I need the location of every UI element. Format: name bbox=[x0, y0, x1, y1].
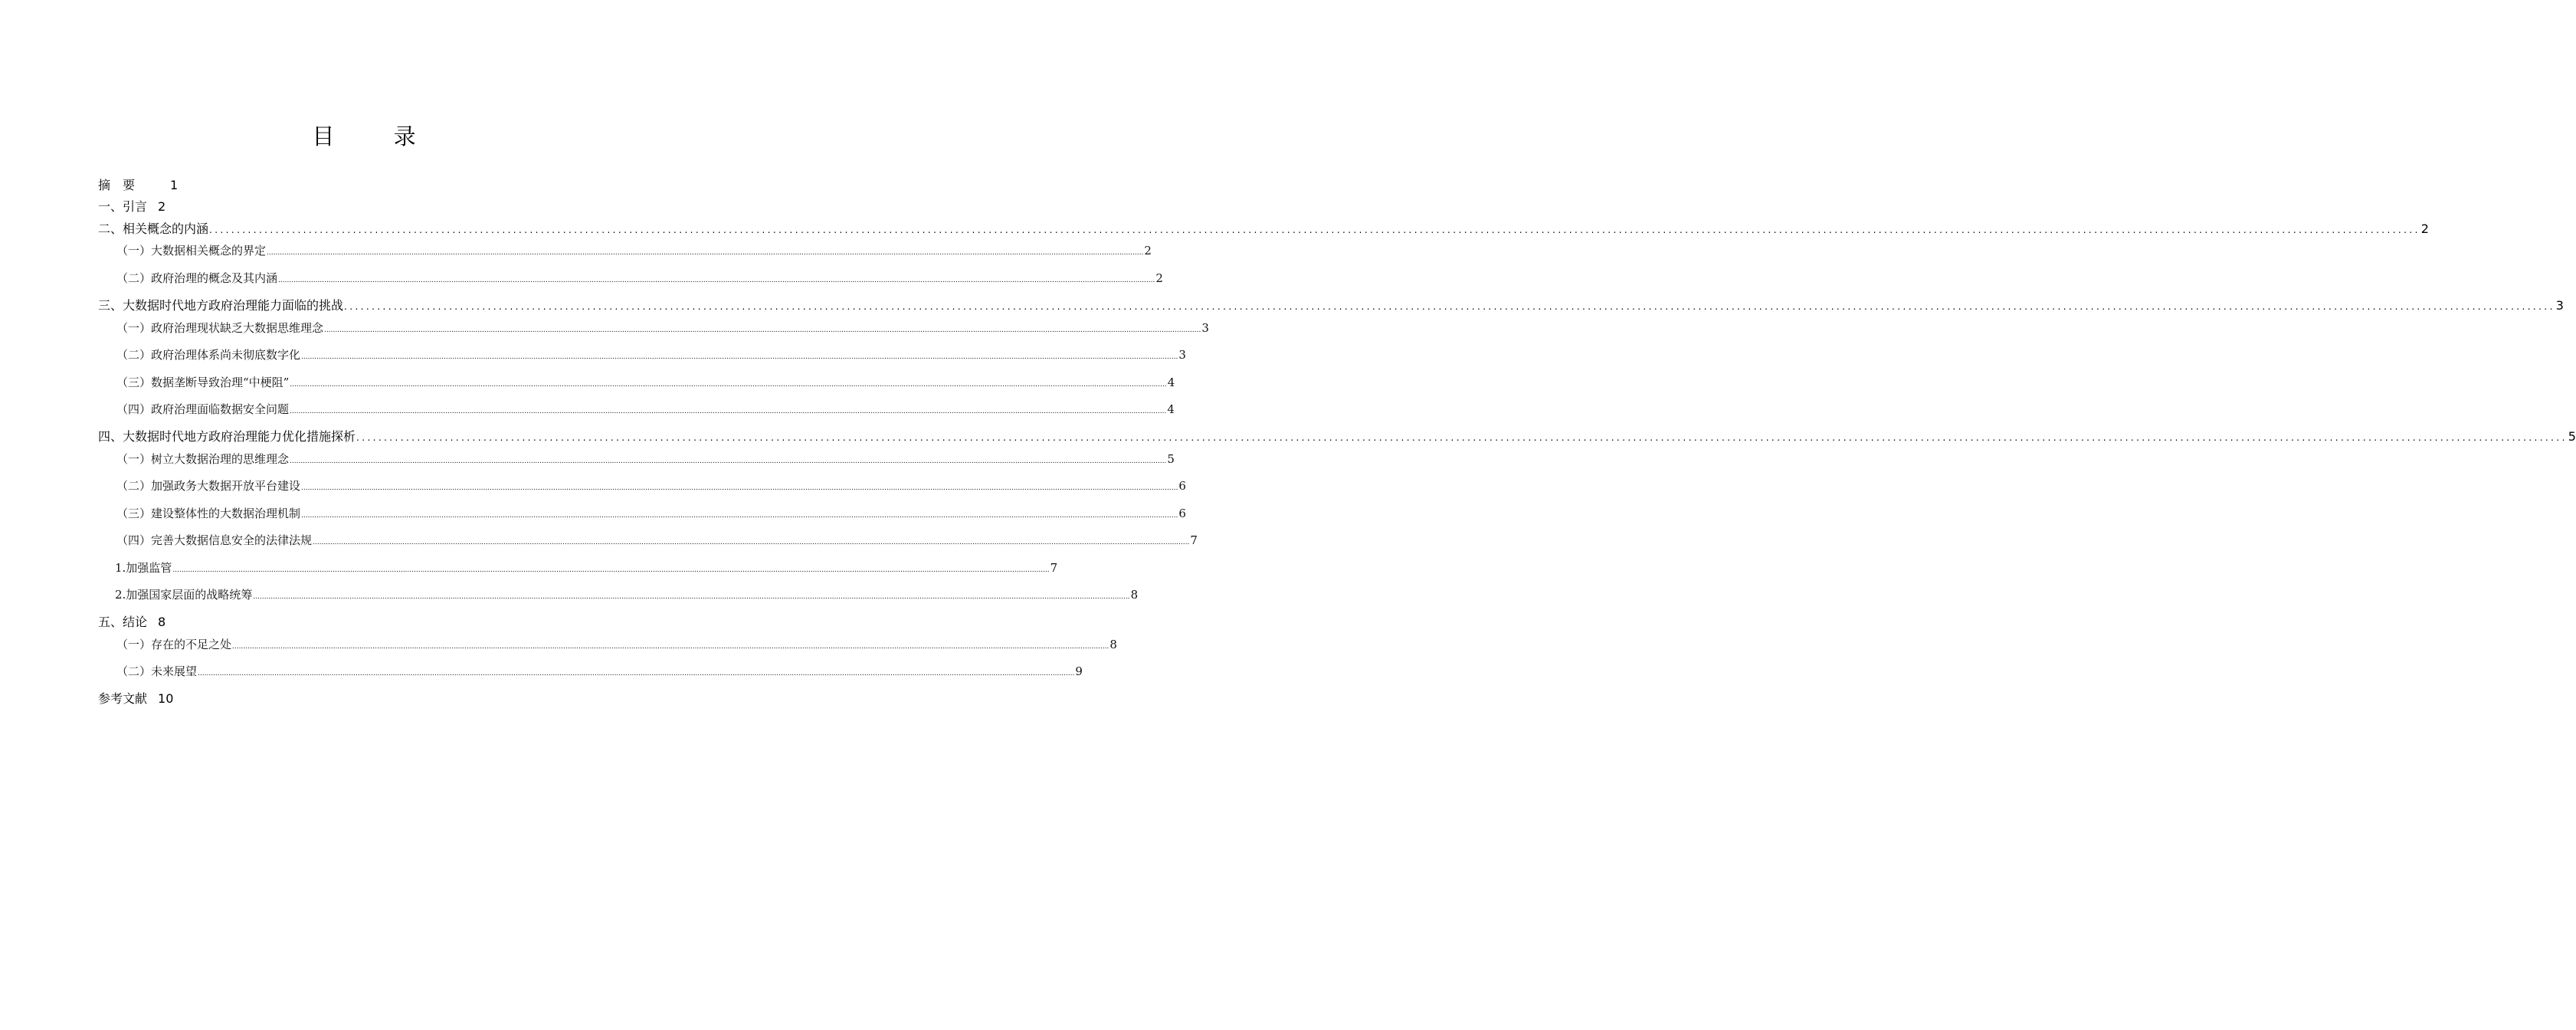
toc-entry-label: （二）加强政务大数据开放平台建设 bbox=[116, 479, 301, 493]
toc-entry-label: （一）大数据相关概念的界定 bbox=[116, 244, 267, 258]
toc-entry-page-number: 4 bbox=[1167, 402, 1175, 416]
toc-entry-page-number: 5 bbox=[2568, 429, 2576, 444]
toc-leader-dots: ................................................................................................................................................................................................................................................................................................................................................................................................................ bbox=[267, 249, 1144, 257]
toc-leader-dots: ................................................................................................................................................................................................................................................................................................................................................................................................................ bbox=[356, 432, 2568, 443]
toc-entry-label: （二）政府治理的概念及其内涵 bbox=[116, 271, 278, 285]
toc-entry-label: 二、相关概念的内涵 bbox=[98, 221, 209, 236]
toc-leader-dots: ................................................................................................................................................................................................................................................................................................................................................................................................................ bbox=[313, 539, 1190, 546]
toc-entry-page-number: 6 bbox=[1178, 479, 1186, 493]
toc-entry[interactable] bbox=[116, 532, 1198, 548]
toc-leader-dots: ................................................................................................................................................................................................................................................................................................................................................................................................................ bbox=[301, 512, 1178, 520]
toc-entry-page-number: 4 bbox=[1167, 376, 1175, 389]
toc-entry-label: （三）数据垄断导致治理“中梗阻” bbox=[116, 376, 290, 389]
toc-entry-page-number: 3 bbox=[1201, 321, 1209, 335]
toc-entry[interactable] bbox=[116, 636, 1117, 652]
toc-entry-page-number: 8 bbox=[1130, 588, 1139, 602]
toc-leader-dots: ................................................................................................................................................................................................................................................................................................................................................................................................................ bbox=[324, 326, 1201, 334]
toc-leader-dots: ................................................................................................................................................................................................................................................................................................................................................................................................................ bbox=[290, 408, 1167, 415]
toc-entry-page-number: 8 bbox=[1109, 638, 1117, 651]
toc-leader-dots: ................................................................................................................................................................................................................................................................................................................................................................................................................ bbox=[344, 301, 2555, 312]
toc-entry-label: （二）政府治理体系尚未彻底数字化 bbox=[116, 348, 301, 362]
toc-entry[interactable] bbox=[116, 663, 1083, 679]
toc-entry-page-number: 10 bbox=[158, 691, 174, 706]
toc-entry-label: （四）政府治理面临数据安全问题 bbox=[116, 402, 290, 416]
toc-entry-page-number: 9 bbox=[1075, 664, 1083, 678]
toc-entry-page-number: 2 bbox=[158, 199, 166, 214]
toc-entry-page-number: 7 bbox=[1190, 533, 1198, 547]
toc-entry-page-number: 3 bbox=[2555, 298, 2564, 313]
toc-entry-label: 五、结论 bbox=[98, 615, 148, 629]
toc-leader-dots: ................................................................................................................................................................................................................................................................................................................................................................................................................ bbox=[301, 484, 1178, 492]
toc-leader-dots: ................................................................................................................................................................................................................................................................................................................................................................................................................ bbox=[232, 643, 1109, 651]
toc-entry-label: （一）树立大数据治理的思维理念 bbox=[116, 452, 290, 466]
toc-entry-label: 三、大数据时代地方政府治理能力面临的挑战 bbox=[98, 298, 344, 313]
toc-entry-page-number: 5 bbox=[1167, 452, 1175, 466]
page-title: 目 录 bbox=[312, 123, 442, 149]
toc-entry-label: 参考文献 bbox=[98, 691, 148, 706]
toc-entry-page-number: 8 bbox=[158, 615, 166, 629]
toc-entry[interactable] bbox=[115, 559, 1058, 576]
toc-entry[interactable] bbox=[116, 374, 1175, 390]
toc-entry-label: （一）存在的不足之处 bbox=[116, 638, 232, 651]
toc-entry-page-number: 3 bbox=[1178, 348, 1186, 362]
toc-entry-page-number: 6 bbox=[1178, 507, 1186, 520]
toc-entry[interactable] bbox=[116, 320, 1209, 336]
toc-entry[interactable] bbox=[98, 689, 173, 707]
toc-entry-label: （四）完善大数据信息安全的法律法规 bbox=[116, 533, 313, 547]
toc-entry-label: 四、大数据时代地方政府治理能力优化措施探析 bbox=[98, 429, 356, 444]
toc-entry[interactable] bbox=[98, 296, 2564, 313]
toc-entry-label: 1.加强监管 bbox=[115, 561, 172, 575]
toc-entry-label: 一、引言 bbox=[98, 199, 148, 214]
toc-entry[interactable] bbox=[116, 505, 1186, 521]
toc-entry-page-number: 1 bbox=[170, 178, 179, 192]
toc-leader-dots: ................................................................................................................................................................................................................................................................................................................................................................................................................ bbox=[253, 593, 1130, 601]
toc-entry-label: 2.加强国家层面的战略统筹 bbox=[115, 588, 253, 602]
toc-leader-dots: ................................................................................................................................................................................................................................................................................................................................................................................................................ bbox=[301, 353, 1178, 361]
toc-entry[interactable] bbox=[98, 219, 2429, 237]
toc-entry[interactable] bbox=[98, 197, 166, 215]
toc-entry-page-number: 2 bbox=[1155, 271, 1163, 285]
toc-leader-dots: ................................................................................................................................................................................................................................................................................................................................................................................................................ bbox=[290, 381, 1167, 389]
toc-entry[interactable] bbox=[116, 346, 1186, 362]
toc-leader-dots: ................................................................................................................................................................................................................................................................................................................................................................................................................ bbox=[278, 277, 1155, 284]
toc-leader-dots: ................................................................................................................................................................................................................................................................................................................................................................................................................ bbox=[290, 458, 1167, 465]
toc-entry-page-number: 2 bbox=[1144, 244, 1152, 258]
toc-entry-label: （一）政府治理现状缺乏大数据思维理念 bbox=[116, 321, 324, 335]
toc-entry[interactable] bbox=[116, 401, 1175, 417]
toc-entry-label: 摘 要 bbox=[98, 178, 136, 192]
toc-entry[interactable] bbox=[116, 242, 1152, 258]
toc-leader-dots: ................................................................................................................................................................................................................................................................................................................................................................................................................ bbox=[209, 225, 2420, 235]
toc-leader-dots: ................................................................................................................................................................................................................................................................................................................................................................................................................ bbox=[172, 566, 1050, 574]
toc-entry[interactable] bbox=[98, 612, 166, 630]
toc-entry-page-number: 2 bbox=[2420, 221, 2429, 236]
toc-entry-label: （三）建设整体性的大数据治理机制 bbox=[116, 507, 301, 520]
toc-entry[interactable] bbox=[115, 586, 1139, 602]
toc-entry[interactable] bbox=[116, 451, 1175, 467]
toc-entry-label: （二）未来展望 bbox=[116, 664, 198, 678]
toc-entry[interactable] bbox=[98, 427, 2576, 444]
toc-entry[interactable] bbox=[116, 477, 1186, 494]
toc-leader-dots: ................................................................................................................................................................................................................................................................................................................................................................................................................ bbox=[198, 670, 1075, 677]
toc-entry-page-number: 7 bbox=[1050, 561, 1058, 575]
toc-entry[interactable] bbox=[98, 175, 178, 193]
toc-entry[interactable] bbox=[116, 270, 1163, 286]
